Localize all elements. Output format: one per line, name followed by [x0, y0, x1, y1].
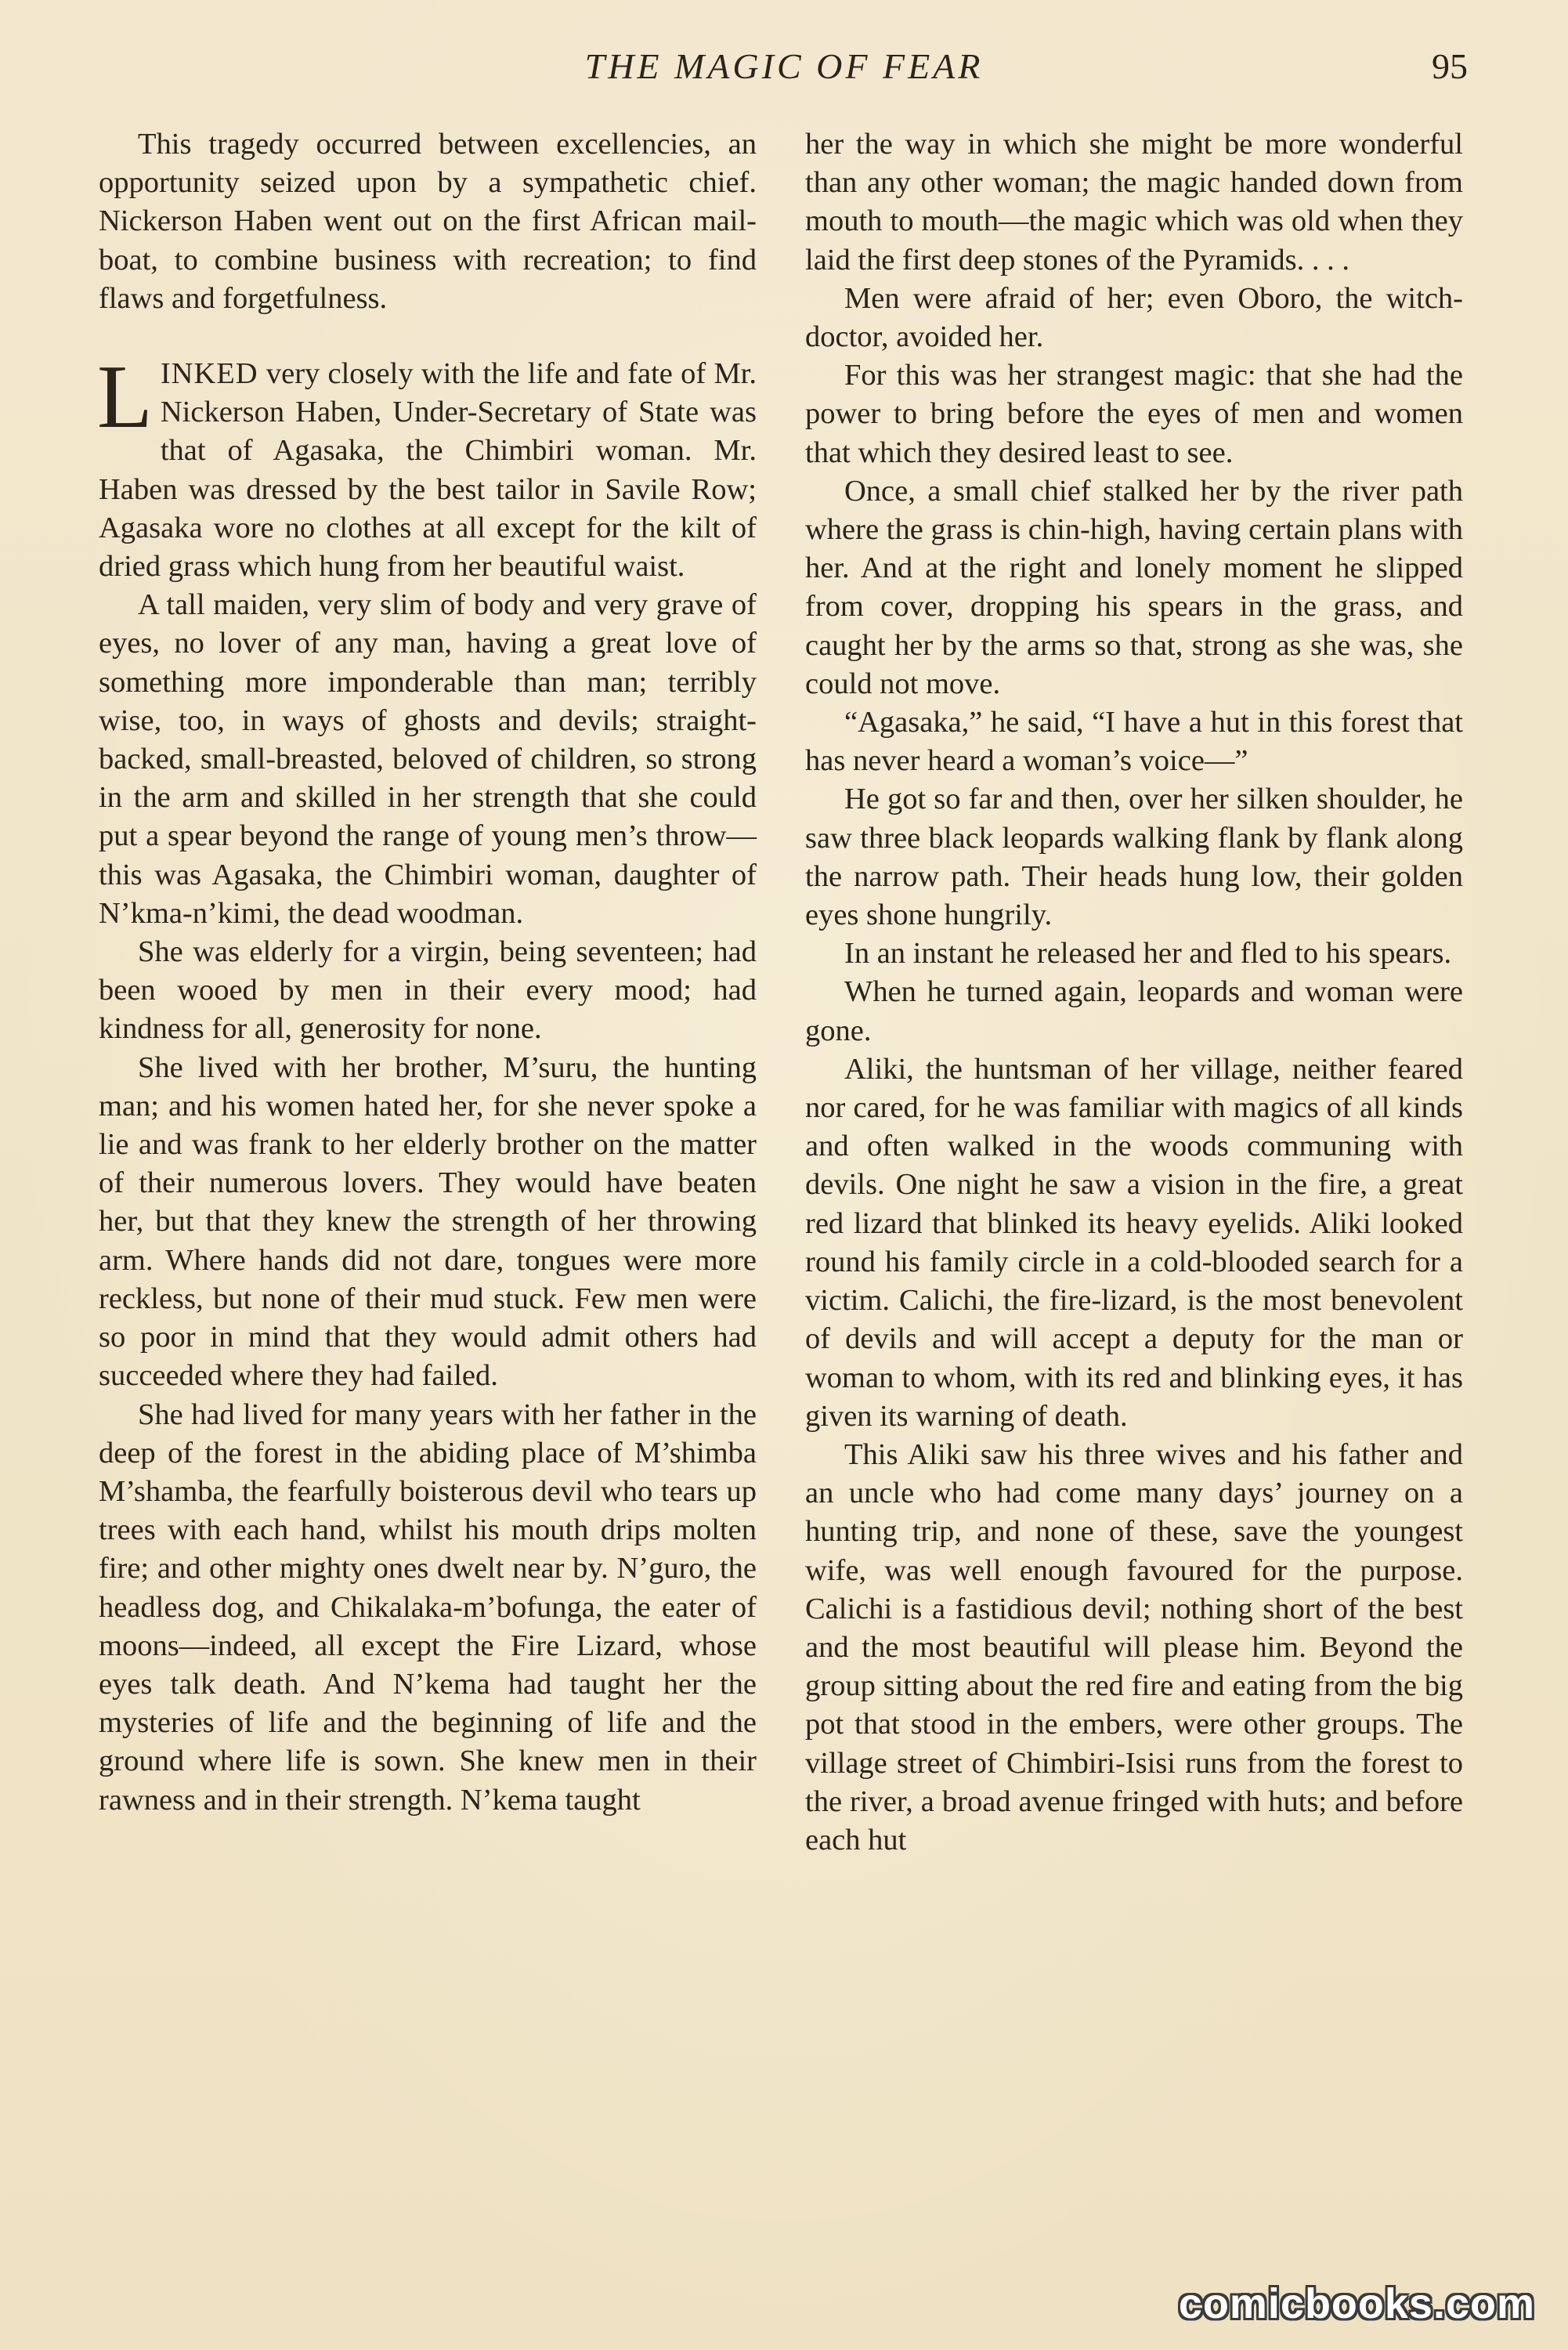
section-break — [99, 318, 757, 355]
left-column — [99, 125, 757, 1820]
intro-paragraph: This tragedy occurred between excellencies, an opportunity seized upon by a sympathetic chief. Nickerson Haben went out on the first African mail-boat, to combine business with recreation; to find flaws and forgetfulness. — [99, 128, 757, 315]
body-paragraph: She was elderly for a virgin, being seventeen; had been wooed by men in their every mood; had kindness for all, generosity for none. — [99, 935, 757, 1046]
page-number: 95 — [1432, 46, 1468, 86]
body-paragraph: Men were afraid of her; even Oboro, the witch-doctor, avoided her. — [805, 281, 1463, 354]
body-paragraph: When he turned again, leopards and woman were gone. — [805, 975, 1463, 1047]
drop-cap: L — [97, 347, 153, 448]
opening-small-caps: INKED — [160, 357, 258, 391]
body-paragraph: She lived with her brother, M’suru, the hunting man; and his women hated her, for she never spoke a lie and was frank to her elderly brother on the matter of their numerous lovers. They would have beaten her, but that they knew the strength of her throwing arm. Where hands did not dare, tongues were more reckless, but none of their mud stuck. Few men were so poor in mind that they would admit others had succeeded where they had failed. — [99, 1050, 757, 1393]
body-paragraph: Aliki, the huntsman of her village, neither feared nor cared, for he was familiar with magics of all kinds and often walked in the woods communing with devils. One night he saw a vision in the fire, a great red lizard that blinked its heavy eyelids. Aliki looked round his family circle in a cold-blooded search for a victim. Calichi, the fire-lizard, is the most benevolent of devils and will accept a deputy for the man or woman to whom, with its red and blinking eyes, it has given its warning of death. — [805, 1052, 1463, 1433]
body-paragraph: This Aliki saw his three wives and his father and an uncle who had come many days’ journey on a hunting trip, and none of these, save the youngest wife, was well enough favoured for the purpose. Calichi is a fastidious devil; nothing short of the best and the most beautiful will please him. Beyond the group sitting about the red fire and eating from the big pot that stood in the embers, were other groups. The village street of Chimbiri-Isisi runs from the forest to the river, a broad avenue fringed with huts; and before each hut — [805, 1437, 1463, 1856]
running-title: THE MAGIC OF FEAR — [584, 46, 984, 86]
body-paragraph: A tall maiden, very slim of body and very grave of eyes, no lover of any man, having a great love of something more imponderable than man; terribly wise, too, in ways of ghosts and devils; straight-backed, small-breasted, beloved of children, so strong in the arm and skilled in her strength that she could put a spear beyond the range of young men’s throw—this was Agasaka, the Chimbiri woman, daughter of N’kma-n’kimi, the dead woodman. — [99, 588, 757, 930]
watermark: comicbooks.com — [1178, 2280, 1535, 2327]
continuation-paragraph: her the way in which she might be more wonderful than any other woman; the magic handed down from mouth to mouth—the magic which was old when they laid the first deep stones of the Pyramids. . . . — [805, 128, 1463, 277]
opening-text: very closely with the life and fate of Mr. Nickerson Haben, Under-Secretary of State was that of Agasaka, the Chimbiri woman. Mr. Haben was dressed by the best tailor in Savile Row; Agasaka wore no clothes at all except for the kilt of dried grass which hung from her beautiful waist. — [99, 357, 757, 584]
body-paragraph: He got so far and then, over her silken shoulder, he saw three black leopards walking flank by flank along the narrow path. Their heads hung low, their golden eyes shone hungrily. — [805, 783, 1463, 932]
body-paragraph: “Agasaka,” he said, “I have a hut in this forest that has never heard a woman’s voice—” — [805, 706, 1463, 778]
right-column — [805, 125, 1463, 1860]
body-paragraph: She had lived for many years with her father in the deep of the forest in the abiding place of M’shimba M’shamba, the fearfully boisterous devil who tears up trees with each hand, whilst his mouth drips molten fire; and other mighty ones dwelt near by. N’guro, the headless dog, and Chikalaka-m’bofunga, the eater of moons—indeed, all except the Fire Lizard, whose eyes talk death. And N’kema had taught her the mysteries of life and the beginning of life and the ground where life is sown. She knew men in their rawness and in their strength. N’kema taught — [99, 1397, 757, 1817]
opening-paragraph — [97, 347, 757, 586]
body-paragraph: For this was her strangest magic: that she had the power to bring before the eyes of men and women that which they desired least to see. — [805, 359, 1463, 469]
running-head — [0, 45, 1568, 100]
body-paragraph: Once, a small chief stalked her by the river path where the grass is chin-high, having certain plans with her. And at the right and lonely moment he slipped from cover, dropping his spears in the grass, and caught her by the arms so that, strong as she was, she could not move. — [805, 474, 1463, 700]
body-paragraph: In an instant he released her and fled to his spears. — [844, 937, 1452, 971]
